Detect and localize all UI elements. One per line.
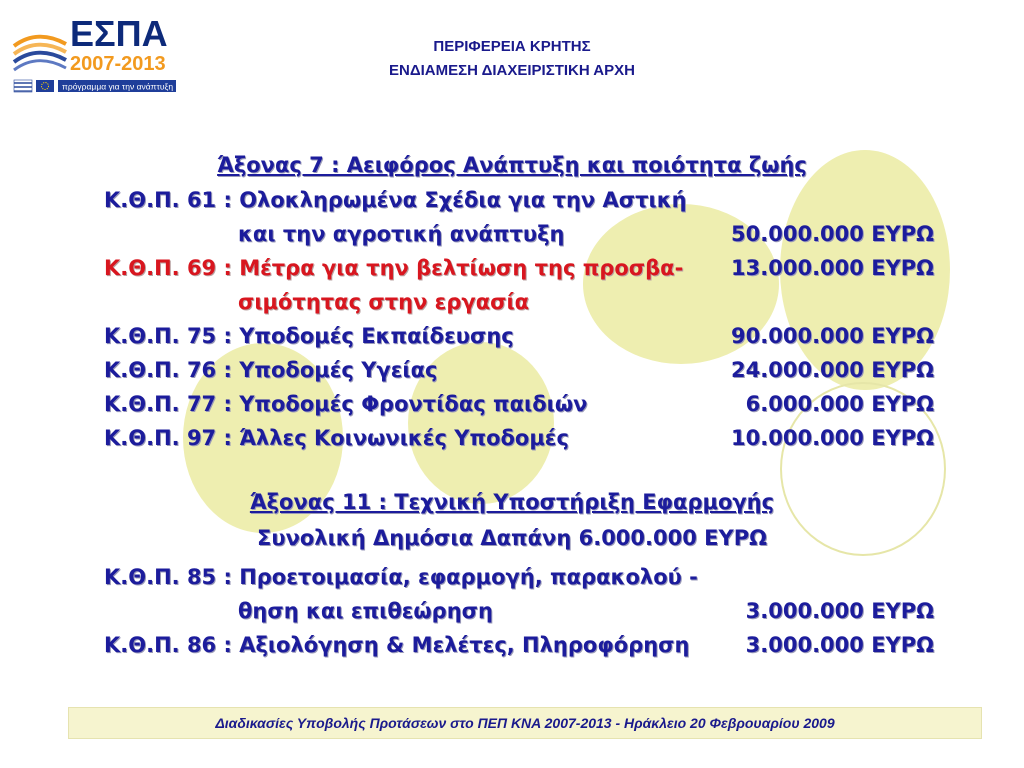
axis7-item-69-amount: 13.000.000 ΕΥΡΩ <box>731 256 934 280</box>
header-authority: ΕΝΔΙΑΜΕΣΗ ΔΙΑΧΕΙΡΙΣΤΙΚΗ ΑΡΧΗ <box>389 62 635 79</box>
logo-years: 2007-2013 <box>70 53 166 75</box>
axis7-item-75-amount: 90.000.000 ΕΥΡΩ <box>731 324 934 348</box>
axis11-item-85-label-cont: θηση και επιθεώρηση <box>238 599 493 623</box>
axis7-item-97-label: Κ.Θ.Π. 97 : Άλλες Κοινωνικές Υποδομές <box>104 426 569 450</box>
axis7-item-61-label: Κ.Θ.Π. 61 : Ολοκληρωμένα Σχέδια για την Αστική <box>104 188 687 212</box>
axis11-title: Άξονας 11 : Τεχνική Υποστήριξη Εφαρμογής <box>249 490 775 514</box>
eu-flag-icon <box>36 80 54 92</box>
axis11-item-85-amount: 3.000.000 ΕΥΡΩ <box>745 599 934 623</box>
axis11-item-86-amount: 3.000.000 ΕΥΡΩ <box>745 633 934 657</box>
axis11-total: Συνολική Δημόσια Δαπάνη 6.000.000 ΕΥΡΩ <box>257 526 767 550</box>
footer-banner <box>68 707 982 739</box>
header-region: ΠΕΡΙΦΕΡΕΙΑ ΚΡΗΤΗΣ <box>433 38 591 55</box>
axis7-item-69-label: Κ.Θ.Π. 69 : Μέτρα για την βελτίωση της προσβα- <box>104 256 684 280</box>
axis7-item-76-amount: 24.000.000 ΕΥΡΩ <box>731 358 934 382</box>
axis7-item-77-label: Κ.Θ.Π. 77 : Υποδομές Φροντίδας παιδιών <box>104 392 588 416</box>
axis11-item-85-label: Κ.Θ.Π. 85 : Προετοιμασία, εφαρμογή, παρακολού - <box>104 565 698 589</box>
axis7-item-69-label-cont: σιμότητας στην εργασία <box>238 290 530 314</box>
axis7-item-76-label: Κ.Θ.Π. 76 : Υποδομές Υγείας <box>104 358 438 382</box>
logo-brand: ΕΣΠΑ <box>70 13 168 54</box>
axis11-item-86-label: Κ.Θ.Π. 86 : Αξιολόγηση & Μελέτες, Πληροφόρηση <box>104 633 690 657</box>
greek-flag-icon <box>14 80 32 92</box>
axis7-item-75-label: Κ.Θ.Π. 75 : Υποδομές Εκπαίδευσης <box>104 324 514 348</box>
axis7-item-61-amount: 50.000.000 ΕΥΡΩ <box>731 222 934 246</box>
logo-tagline: πρόγραμμα για την ανάπτυξη <box>62 81 174 92</box>
axis7-item-61-label-cont: και την αγροτική ανάπτυξη <box>238 222 565 246</box>
footer-text: Διαδικασίες Υποβολής Προτάσεων στο ΠΕΠ ΚΝΑ 2007-2013 - Ηράκλειο 20 Φεβρουαρίου 2009 <box>215 715 835 731</box>
axis7-item-97-amount: 10.000.000 ΕΥΡΩ <box>731 426 934 450</box>
axis7-item-77-amount: 6.000.000 ΕΥΡΩ <box>745 392 934 416</box>
axis7-title: Άξονας 7 : Αειφόρος Ανάπτυξη και ποιότητα ζωής <box>217 153 807 177</box>
